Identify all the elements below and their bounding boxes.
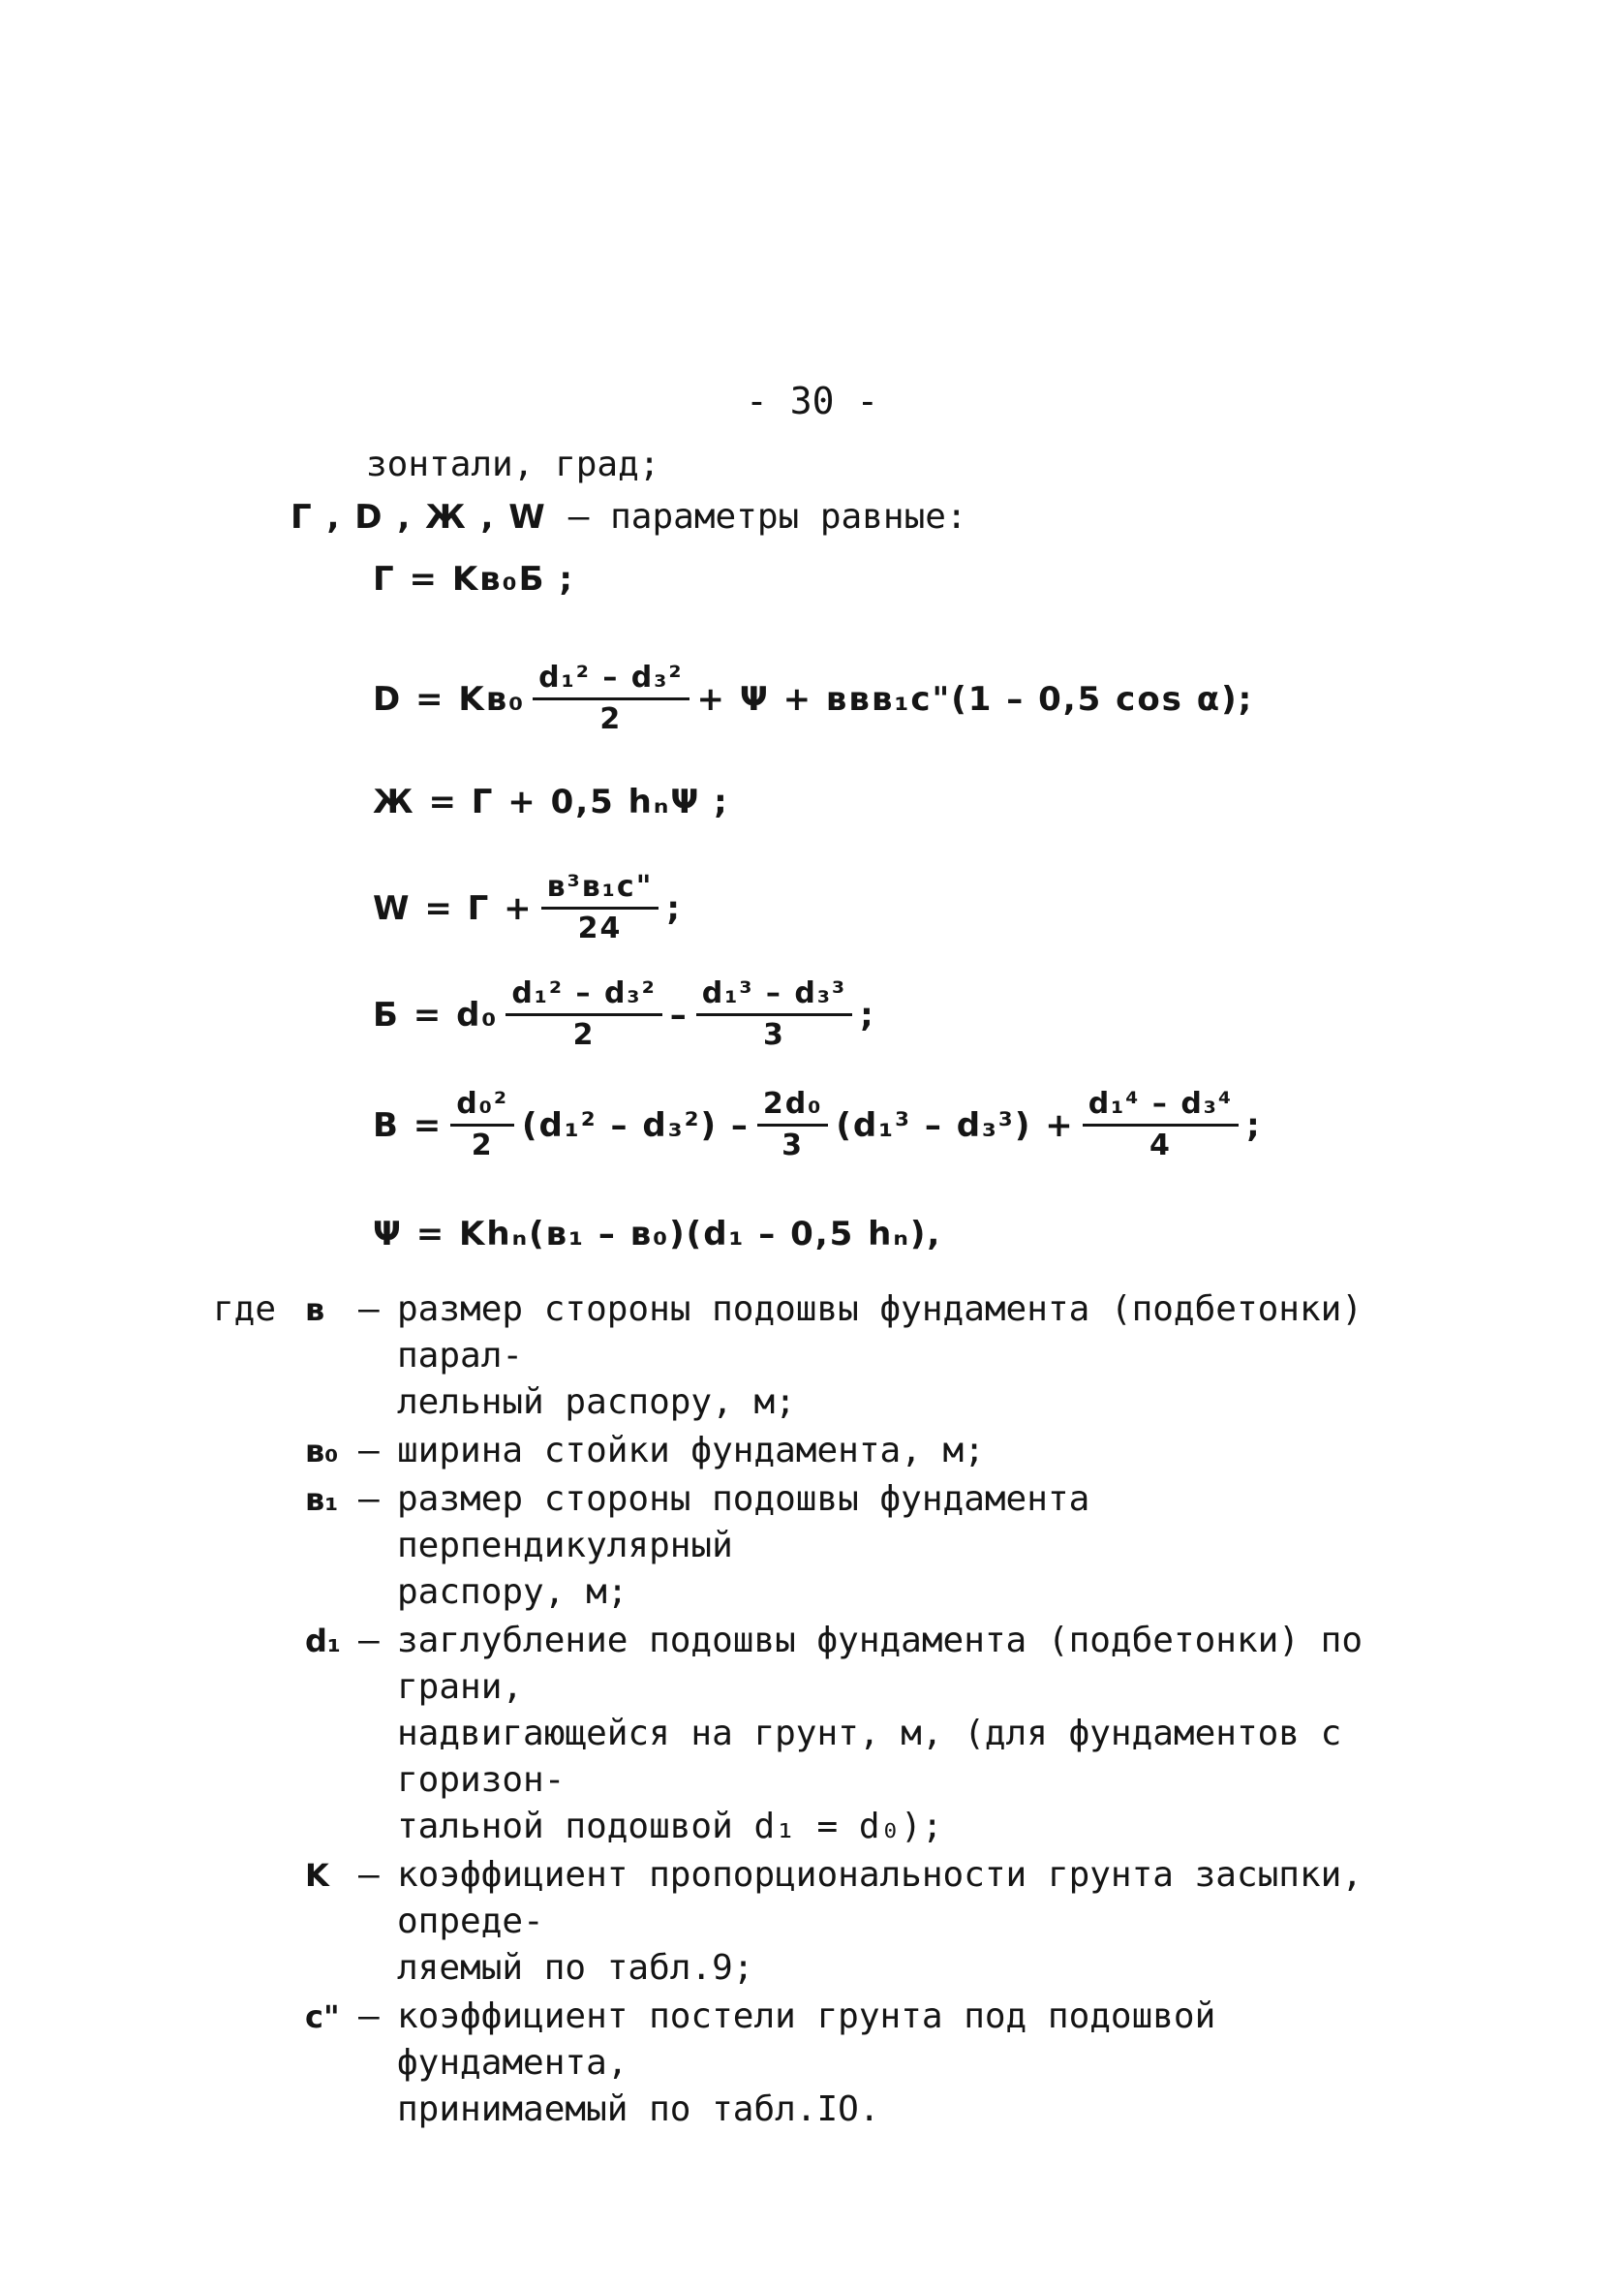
intro-continuation: зонтали, град; bbox=[366, 445, 660, 484]
formula-v-fraction-1 bbox=[450, 1087, 514, 1163]
definition-symbol: d₁ bbox=[305, 1623, 341, 1659]
definition-line: заглубление подошвы фундамента (подбетонки) по грани, bbox=[397, 1621, 1363, 1707]
definition-item bbox=[213, 1994, 1472, 2133]
formula-v-numerator-3: d₁⁴ – d₃⁴ bbox=[1083, 1087, 1239, 1127]
formula-d-rest: + Ψ + ввв₁c"(1 – 0,5 cos α); bbox=[696, 679, 1254, 719]
definition-item bbox=[213, 1852, 1472, 1992]
definition-line: ширина стойки фундамента, м; bbox=[397, 1431, 985, 1470]
formula-w-numerator: в³в₁c" bbox=[541, 870, 659, 910]
formula-v bbox=[373, 1087, 1262, 1163]
definition-line: размер стороны подошвы фундамента (подбетонки) парал- bbox=[397, 1289, 1363, 1376]
formula-b-numerator-2: d₁³ – d₃³ bbox=[696, 976, 852, 1016]
definition-symbol: c" bbox=[305, 1998, 340, 2035]
definition-text bbox=[397, 1428, 1414, 1474]
formula-d-fraction bbox=[533, 661, 689, 737]
definition-item bbox=[213, 1286, 1472, 1426]
formula-d-numerator: d₁² – d₃² bbox=[533, 661, 689, 700]
params-symbols: Г , D , Ж , W bbox=[291, 498, 547, 537]
formula-w bbox=[373, 870, 682, 946]
formula-w-lhs: W = Г + bbox=[373, 888, 534, 928]
params-line bbox=[291, 494, 967, 541]
formula-b-denominator-1: 2 bbox=[572, 1018, 596, 1052]
formula-v-part-1: (d₁² – d₃²) – bbox=[522, 1105, 750, 1145]
definition-item bbox=[213, 1476, 1472, 1616]
formula-psi-text: Ψ = Khₙ(в₁ – в₀)(d₁ – 0,5 hₙ), bbox=[373, 1215, 942, 1253]
definition-line: лельный распору, м; bbox=[397, 1382, 796, 1422]
definition-line: тальной подошвой d₁ = d₀); bbox=[397, 1807, 943, 1846]
definition-dash: – bbox=[358, 1289, 380, 1329]
definition-dash: – bbox=[358, 1621, 380, 1660]
definition-text bbox=[397, 1994, 1414, 2133]
formula-b-fraction-1 bbox=[506, 976, 661, 1053]
formula-v-part-2: (d₁³ – d₃³) + bbox=[836, 1105, 1075, 1145]
formula-b-minus: – bbox=[669, 995, 689, 1035]
definition-line: коэффициент постели грунта под подошвой фундамента, bbox=[397, 1996, 1216, 2083]
formula-zh bbox=[373, 783, 729, 821]
formula-v-fraction-3 bbox=[1083, 1087, 1239, 1163]
formula-g bbox=[373, 560, 574, 599]
definition-line: распору, м; bbox=[397, 1572, 628, 1612]
formula-v-denominator-2: 3 bbox=[781, 1129, 805, 1162]
definition-symbol: в₁ bbox=[305, 1481, 339, 1518]
formula-zh-text: Ж = Г + 0,5 hₙΨ ; bbox=[373, 783, 729, 821]
params-text: – параметры равные: bbox=[567, 497, 967, 537]
formula-v-fraction-2 bbox=[757, 1087, 829, 1163]
formula-w-denominator: 24 bbox=[577, 912, 623, 945]
formula-d bbox=[373, 661, 1253, 737]
formula-b-numerator-1: d₁² – d₃² bbox=[506, 976, 661, 1016]
definition-line: ляемый по табл.9; bbox=[397, 1948, 754, 1988]
definition-line: принимаемый по табл.IO. bbox=[397, 2089, 880, 2129]
formula-v-denominator-3: 4 bbox=[1149, 1129, 1172, 1162]
definition-line: коэффициент пропорциональности грунта засыпки, опреде- bbox=[397, 1855, 1363, 1941]
formula-v-denominator-1: 2 bbox=[471, 1129, 494, 1162]
formula-b-lhs: Б = d₀ bbox=[373, 995, 499, 1035]
definitions-list bbox=[213, 1286, 1472, 2135]
definition-symbol: K bbox=[305, 1857, 329, 1894]
definition-line: размер стороны подошвы фундамента перпендикулярный bbox=[397, 1479, 1090, 1565]
formula-w-end: ; bbox=[666, 888, 682, 928]
formula-b-end: ; bbox=[860, 995, 875, 1035]
formula-v-numerator-2: 2d₀ bbox=[757, 1087, 829, 1127]
formula-b-fraction-2 bbox=[696, 976, 852, 1053]
definition-text bbox=[397, 1476, 1414, 1616]
formula-b-denominator-2: 3 bbox=[762, 1018, 785, 1052]
definition-dash: – bbox=[358, 1479, 380, 1519]
definition-dash: – bbox=[358, 1431, 380, 1470]
definition-item bbox=[213, 1618, 1472, 1850]
formula-d-denominator: 2 bbox=[599, 702, 623, 736]
definition-text bbox=[397, 1618, 1414, 1850]
definition-item bbox=[213, 1428, 1472, 1474]
formula-psi bbox=[373, 1215, 941, 1253]
definition-symbol: в bbox=[305, 1291, 325, 1328]
definition-line: надвигающейся на грунт, м, (для фундаментов с горизон- bbox=[397, 1714, 1342, 1800]
formula-b bbox=[373, 976, 875, 1053]
formula-g-text: Г = Kв₀Б ; bbox=[373, 560, 574, 599]
definition-text bbox=[397, 1286, 1414, 1426]
definition-symbol: в₀ bbox=[305, 1433, 339, 1469]
formula-v-numerator-1: d₀² bbox=[450, 1087, 514, 1127]
where-label: где bbox=[213, 1289, 277, 1329]
page-number: - 30 - bbox=[746, 380, 879, 422]
definition-dash: – bbox=[358, 1996, 380, 2036]
definition-dash: – bbox=[358, 1855, 380, 1895]
formula-d-lhs: D = Kв₀ bbox=[373, 679, 526, 719]
formula-v-end: ; bbox=[1246, 1105, 1262, 1145]
formula-w-fraction bbox=[541, 870, 659, 946]
definition-text bbox=[397, 1852, 1414, 1992]
formula-v-lhs: В = bbox=[373, 1105, 444, 1145]
